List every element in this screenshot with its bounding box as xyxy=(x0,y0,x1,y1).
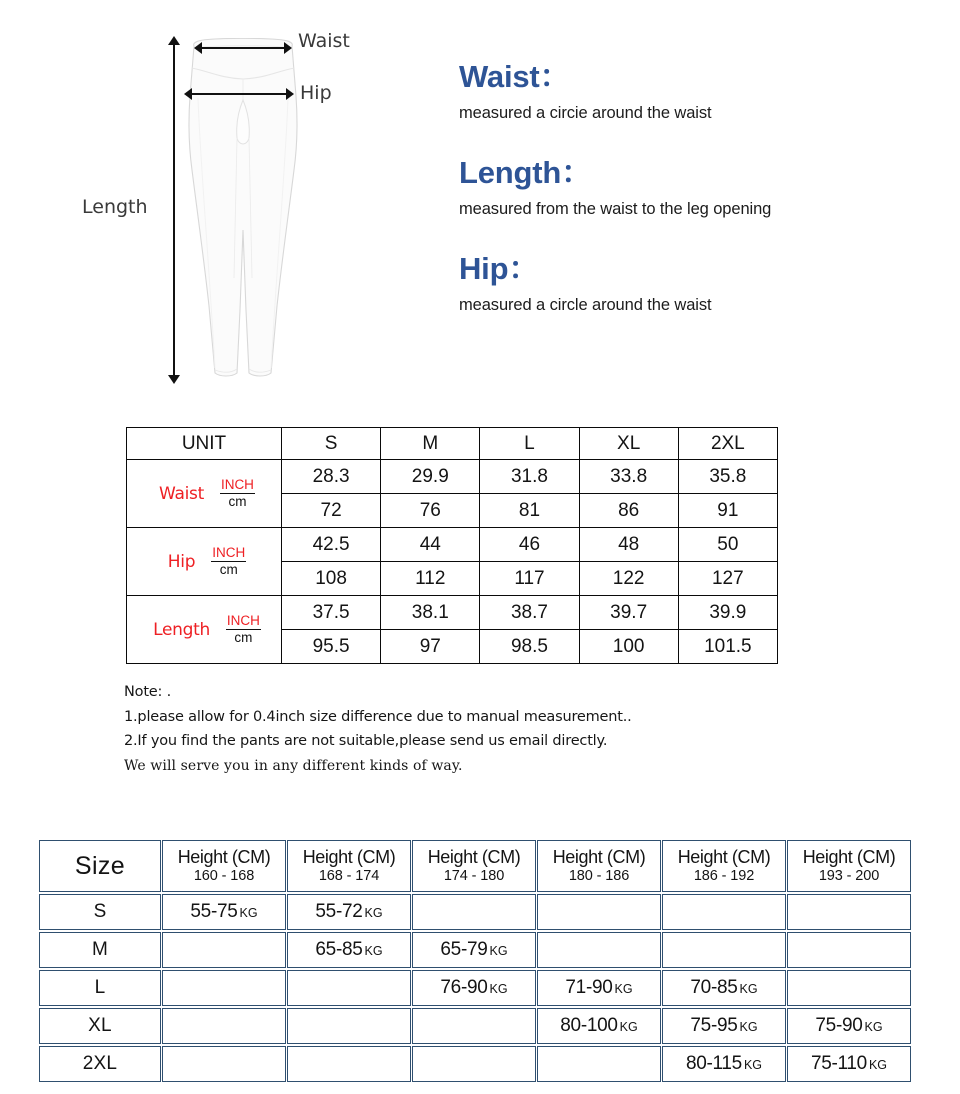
cell-hip-inch-xl: 48 xyxy=(579,528,678,562)
fit-cell-s-4 xyxy=(537,894,661,930)
cell-waist-cm-m: 76 xyxy=(381,494,480,528)
fit-table-row-l xyxy=(39,970,911,1006)
fit-cell-2xl-5 xyxy=(662,1046,786,1082)
arrow-shaft xyxy=(199,47,287,49)
table-header-row xyxy=(127,428,778,460)
cell-hip-cm-xl: 122 xyxy=(579,562,678,596)
cell-length-inch-s: 37.5 xyxy=(282,596,381,630)
fit-cell-2xl-4 xyxy=(537,1046,661,1082)
definition-waist-title: Waist： xyxy=(459,59,571,94)
cell-waist-cm-xl: 86 xyxy=(579,494,678,528)
height-label: Height (CM) xyxy=(552,846,646,867)
fit-cell-s-1 xyxy=(162,894,286,930)
note-heading: Note: . xyxy=(124,684,172,700)
height-range: 174 - 180 xyxy=(443,867,505,884)
fit-cell-s-2 xyxy=(287,894,411,930)
cell-length-cm-xl: 100 xyxy=(579,630,678,664)
cell-hip-inch-l: 46 xyxy=(480,528,579,562)
kg-unit: KG xyxy=(864,1020,883,1034)
row-label-waist-text: Waist xyxy=(159,483,204,504)
measurement-diagram-section xyxy=(0,0,960,410)
row-label-waist xyxy=(127,460,282,528)
fit-height-header-2 xyxy=(287,840,411,892)
row-label-length-text: Length xyxy=(153,619,210,640)
definition-length xyxy=(459,156,919,220)
definition-waist-text: measured a circie around the waist xyxy=(459,103,712,122)
hip-measure-arrow xyxy=(184,88,294,100)
fit-cell-s-5 xyxy=(662,894,786,930)
kg-unit: KG xyxy=(868,1058,887,1072)
arrow-head-bottom xyxy=(168,375,180,384)
fit-height-header-5 xyxy=(662,840,786,892)
note-item-1: 1.please allow for 0.4inch size difference due to manual measurement.. xyxy=(124,708,632,725)
measurement-definitions xyxy=(459,60,919,316)
fit-row-size-l: L xyxy=(39,970,161,1006)
fit-cell-s-6 xyxy=(787,894,911,930)
fit-cell-l-3 xyxy=(412,970,536,1006)
height-label: Height (CM) xyxy=(677,846,771,867)
weight-value: 75-90 xyxy=(815,1015,863,1036)
fit-cell-xl-5 xyxy=(662,1008,786,1044)
arrow-head-right xyxy=(286,88,294,100)
weight-value: 80-100 xyxy=(560,1015,618,1036)
cell-waist-inch-xl: 33.8 xyxy=(579,460,678,494)
size-header-2xl: 2XL xyxy=(678,428,777,460)
fit-cell-xl-4 xyxy=(537,1008,661,1044)
fit-row-size-2xl: 2XL xyxy=(39,1046,161,1082)
diagram-label-hip: Hip xyxy=(300,82,332,104)
cell-hip-cm-m: 112 xyxy=(381,562,480,596)
fit-cell-l-6 xyxy=(787,970,911,1006)
size-header-m: M xyxy=(381,428,480,460)
table-row xyxy=(127,528,778,562)
fit-table-row-s xyxy=(39,894,911,930)
note-item-2: 2.If you find the pants are not suitable,please send us email directly. xyxy=(124,733,608,749)
fit-cell-xl-3 xyxy=(412,1008,536,1044)
cell-length-cm-2xl: 101.5 xyxy=(678,630,777,664)
size-header-xl: XL xyxy=(579,428,678,460)
size-header-s: S xyxy=(282,428,381,460)
height-range: 168 - 174 xyxy=(318,867,380,884)
cell-length-inch-xl: 39.7 xyxy=(579,596,678,630)
fit-cell-l-1 xyxy=(162,970,286,1006)
table-row xyxy=(127,460,778,494)
cell-waist-cm-s: 72 xyxy=(282,494,381,528)
definition-hip-text: measured a circle around the waist xyxy=(459,296,712,315)
row-label-hip xyxy=(127,528,282,596)
fit-cell-2xl-1 xyxy=(162,1046,286,1082)
cell-length-cm-s: 95.5 xyxy=(282,630,381,664)
fit-size-header xyxy=(39,840,161,892)
weight-value: 71-90 xyxy=(565,977,613,998)
fit-height-header-3 xyxy=(412,840,536,892)
height-range: 180 - 186 xyxy=(568,867,630,884)
kg-unit: KG xyxy=(619,1020,638,1034)
fit-cell-2xl-2 xyxy=(287,1046,411,1082)
fit-cell-m-1 xyxy=(162,932,286,968)
fit-size-header-text: Size xyxy=(74,851,126,880)
diagram-label-length: Length xyxy=(82,196,148,218)
definition-waist xyxy=(459,60,919,124)
weight-value: 55-75 xyxy=(190,901,238,922)
definition-hip-title: Hip： xyxy=(459,251,540,287)
unit-inch-label: INCH xyxy=(211,546,246,562)
diagram-label-waist: Waist xyxy=(298,30,350,52)
cell-hip-inch-s: 42.5 xyxy=(282,528,381,562)
kg-unit: KG xyxy=(364,944,383,958)
unit-cm-label: cm xyxy=(234,630,253,645)
unit-fraction xyxy=(220,478,255,509)
height-label: Height (CM) xyxy=(177,846,271,867)
fit-cell-l-5 xyxy=(662,970,786,1006)
fit-row-size-xl: XL xyxy=(39,1008,161,1044)
unit-inch-label: INCH xyxy=(220,478,255,494)
definition-length-title: Length： xyxy=(459,155,592,191)
cell-length-inch-l: 38.7 xyxy=(480,596,579,630)
fit-cell-s-3 xyxy=(412,894,536,930)
cell-waist-inch-2xl: 35.8 xyxy=(678,460,777,494)
weight-value: 65-85 xyxy=(315,939,363,960)
weight-value: 75-95 xyxy=(690,1015,738,1036)
cell-waist-inch-m: 29.9 xyxy=(381,460,480,494)
kg-unit: KG xyxy=(239,906,258,920)
unit-fraction xyxy=(211,546,246,577)
height-label: Height (CM) xyxy=(302,846,396,867)
weight-value: 65-79 xyxy=(440,939,488,960)
weight-value: 75-110 xyxy=(810,1053,867,1074)
weight-value: 76-90 xyxy=(440,977,488,998)
height-range: 193 - 200 xyxy=(818,867,880,884)
fit-cell-2xl-6 xyxy=(787,1046,911,1082)
cell-waist-inch-l: 31.8 xyxy=(480,460,579,494)
weight-value: 55-72 xyxy=(315,901,363,922)
arrow-shaft xyxy=(189,93,289,95)
table-row xyxy=(127,596,778,630)
definition-length-text: measured from the waist to the leg opening xyxy=(459,199,772,218)
unit-cm-label: cm xyxy=(219,562,238,577)
fit-cell-m-6 xyxy=(787,932,911,968)
cell-length-inch-m: 38.1 xyxy=(381,596,480,630)
kg-unit: KG xyxy=(739,1020,758,1034)
fit-cell-l-4 xyxy=(537,970,661,1006)
fit-height-header-4 xyxy=(537,840,661,892)
height-label: Height (CM) xyxy=(427,846,521,867)
height-range: 160 - 168 xyxy=(193,867,255,884)
cell-hip-cm-l: 117 xyxy=(480,562,579,596)
kg-unit: KG xyxy=(743,1058,762,1072)
cell-length-cm-l: 98.5 xyxy=(480,630,579,664)
cell-hip-cm-2xl: 127 xyxy=(678,562,777,596)
cell-length-cm-m: 97 xyxy=(381,630,480,664)
weight-value: 80-115 xyxy=(685,1053,742,1074)
cell-length-inch-2xl: 39.9 xyxy=(678,596,777,630)
unit-cm-label: cm xyxy=(228,494,247,509)
fit-cell-m-2 xyxy=(287,932,411,968)
notes-section xyxy=(124,680,824,778)
definition-hip xyxy=(459,252,919,316)
arrow-head-right xyxy=(284,42,292,54)
unit-inch-label: INCH xyxy=(226,614,261,630)
kg-unit: KG xyxy=(739,982,758,996)
arrow-shaft xyxy=(173,41,175,379)
fit-row-size-s: S xyxy=(39,894,161,930)
size-header-l: L xyxy=(480,428,579,460)
measurement-size-table xyxy=(126,427,778,664)
unit-header: UNIT xyxy=(127,428,282,460)
kg-unit: KG xyxy=(489,982,508,996)
fit-table-header-row xyxy=(39,840,911,892)
fit-cell-m-5 xyxy=(662,932,786,968)
cell-hip-cm-s: 108 xyxy=(282,562,381,596)
length-measure-arrow xyxy=(168,36,180,384)
height-range: 186 - 192 xyxy=(693,867,755,884)
fit-cell-xl-2 xyxy=(287,1008,411,1044)
fit-cell-l-2 xyxy=(287,970,411,1006)
height-weight-fit-table xyxy=(38,838,912,1084)
fit-table-row-xl xyxy=(39,1008,911,1044)
kg-unit: KG xyxy=(364,906,383,920)
height-label: Height (CM) xyxy=(802,846,896,867)
cell-hip-inch-2xl: 50 xyxy=(678,528,777,562)
fit-cell-xl-6 xyxy=(787,1008,911,1044)
fit-row-size-m: M xyxy=(39,932,161,968)
note-closing: We will serve you in any different kinds of way. xyxy=(124,757,463,774)
cell-waist-cm-2xl: 91 xyxy=(678,494,777,528)
fit-table-row-m xyxy=(39,932,911,968)
weight-value: 70-85 xyxy=(690,977,738,998)
fit-cell-2xl-3 xyxy=(412,1046,536,1082)
cell-waist-cm-l: 81 xyxy=(480,494,579,528)
unit-fraction xyxy=(226,614,261,645)
row-label-length xyxy=(127,596,282,664)
fit-cell-m-4 xyxy=(537,932,661,968)
fit-cell-m-3 xyxy=(412,932,536,968)
kg-unit: KG xyxy=(489,944,508,958)
cell-hip-inch-m: 44 xyxy=(381,528,480,562)
kg-unit: KG xyxy=(614,982,633,996)
fit-height-header-1 xyxy=(162,840,286,892)
fit-cell-xl-1 xyxy=(162,1008,286,1044)
row-label-hip-text: Hip xyxy=(167,551,196,572)
fit-table-row-2xl xyxy=(39,1046,911,1082)
waist-measure-arrow xyxy=(194,42,292,54)
fit-height-header-6 xyxy=(787,840,911,892)
cell-waist-inch-s: 28.3 xyxy=(282,460,381,494)
